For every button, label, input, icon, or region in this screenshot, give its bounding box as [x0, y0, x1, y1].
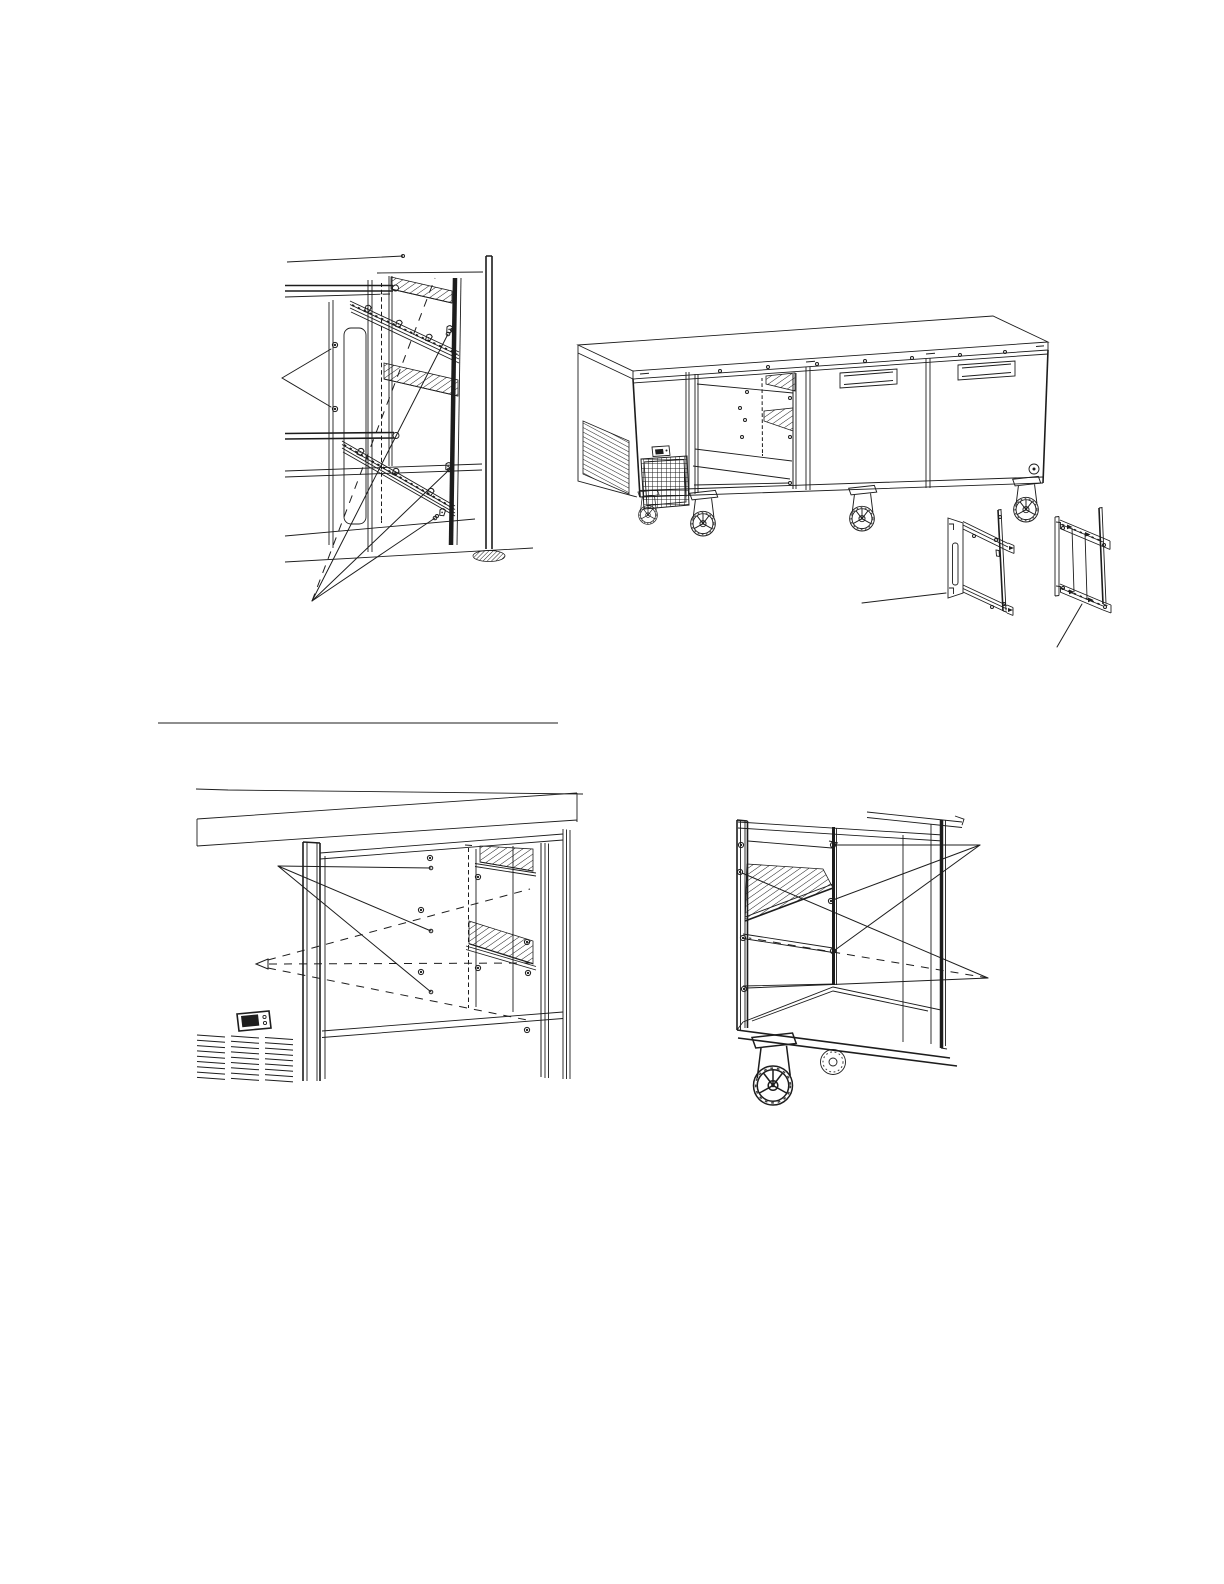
counter-top	[578, 316, 1048, 371]
callout-arrow	[742, 873, 988, 978]
screw-dot	[1004, 351, 1007, 354]
screw	[741, 986, 746, 991]
figure-side-rail-detail	[282, 255, 533, 602]
screw-dot	[741, 436, 744, 439]
caster	[690, 490, 718, 536]
condenser-grille	[641, 456, 689, 509]
screw-dot	[816, 363, 819, 366]
screw-center	[420, 971, 421, 972]
screw	[524, 1027, 529, 1032]
screw-center	[830, 900, 831, 901]
dashed-callout-arrow	[749, 938, 988, 978]
leader-line	[862, 593, 946, 603]
screw-center	[477, 876, 478, 877]
figure-interior-side-detail	[737, 812, 988, 1105]
screw-dot	[995, 539, 998, 542]
front-post	[486, 256, 492, 549]
screw-dot	[1104, 606, 1107, 609]
screw-dot	[789, 482, 792, 485]
side-panel-cutout	[344, 328, 366, 524]
screw	[737, 869, 742, 874]
temperature-controller	[237, 1011, 271, 1031]
lower-slide-rail	[342, 441, 455, 516]
hinge	[640, 346, 1044, 374]
screw-dot	[746, 391, 749, 394]
post-foot-shadow	[473, 551, 505, 562]
screw-center	[334, 408, 335, 409]
dashed-callout-arrow	[268, 968, 532, 1021]
cabinet-corner-post	[737, 820, 748, 1030]
screw-dot	[991, 606, 994, 609]
figure-interior-front-detail	[196, 789, 583, 1082]
vent-louvers	[197, 1035, 293, 1082]
door-handle	[958, 361, 1015, 380]
callout-arrow	[312, 334, 448, 601]
screw-dot	[767, 366, 770, 369]
screw-center	[429, 857, 430, 858]
screw-dot	[719, 370, 722, 373]
dashed-callout-arrow	[312, 278, 435, 601]
screw-center	[743, 988, 744, 989]
rack-frame-right	[1055, 508, 1111, 614]
screw	[738, 842, 743, 847]
screw-dot	[1062, 587, 1065, 590]
caster-wheel	[821, 1050, 846, 1075]
screw	[427, 855, 432, 860]
callout-arrow	[747, 978, 988, 988]
caster	[752, 1033, 796, 1105]
screw-center	[420, 909, 421, 910]
open-section	[686, 372, 796, 497]
screw-dot	[973, 535, 976, 538]
figure-cabinet-overview	[578, 316, 1111, 647]
screw-center	[527, 972, 528, 973]
screw-center	[477, 967, 478, 968]
screw-dot	[789, 397, 792, 400]
door-handle	[840, 369, 897, 388]
callout-arrow	[278, 866, 431, 868]
wire-shelf	[480, 846, 533, 871]
wire-shelf	[764, 408, 793, 431]
callout-arrow	[278, 866, 431, 931]
screw	[525, 970, 530, 975]
callout-arrow	[835, 845, 980, 950]
wire-shelf	[469, 921, 533, 964]
screw-center	[526, 1029, 527, 1030]
screw-dot	[959, 354, 962, 357]
screw-dot	[739, 407, 742, 410]
screw-center	[742, 937, 743, 938]
caster	[849, 485, 877, 531]
dashed-callout-arrow	[269, 963, 532, 964]
screw-dot	[436, 515, 439, 518]
screw-dot	[744, 419, 747, 422]
callout-arrow	[833, 845, 980, 900]
screw-dot	[1062, 527, 1065, 530]
dashed-fan-arrowhead	[256, 959, 268, 969]
callout-arrow	[282, 349, 331, 378]
wire-shelf	[391, 277, 452, 303]
screw	[418, 907, 423, 912]
screw-dot	[911, 357, 914, 360]
screw-dot	[999, 516, 1002, 519]
wire-shelf	[766, 373, 795, 391]
leader-line	[1057, 604, 1082, 647]
screw-center	[334, 344, 335, 345]
callout-arrow	[282, 378, 331, 407]
screw-dot	[864, 360, 867, 363]
side-vent-grille	[583, 421, 629, 494]
screw	[418, 969, 423, 974]
screw-center	[740, 844, 741, 845]
callout-arrow	[278, 866, 431, 992]
rack-frame-left	[948, 510, 1014, 616]
screw-center	[739, 871, 740, 872]
screw-dot	[789, 436, 792, 439]
wire-shelf	[384, 363, 458, 396]
